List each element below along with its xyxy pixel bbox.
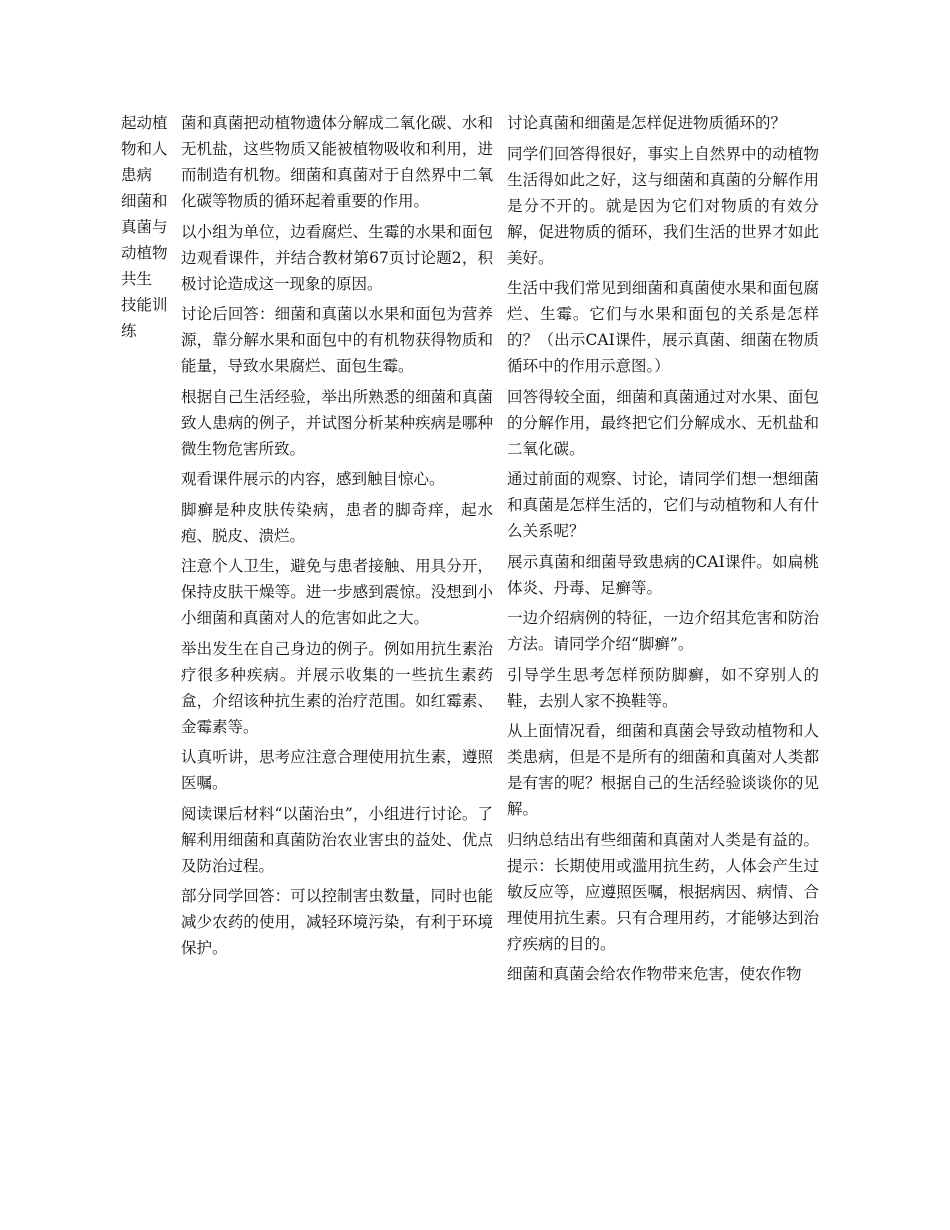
student-activity-column <box>181 110 493 966</box>
teacher-paragraph: 归纳总结出有些细菌和真菌对人类是有益的。提示：长期使用或滥用抗生药，人体会产生过敏反应等，应遵照医嘱，根据病因、病情、合理使用抗生素。只有合理用药，才能够达到治疗疾病的目的。 <box>507 830 819 953</box>
student-paragraph: 部分同学回答：可以控制害虫数量，同时也能减少农药的使用，减轻环境污染，有利于环境保护。 <box>181 887 493 957</box>
student-paragraph: 注意个人卫生，避免与患者接触、用具分开，保持皮肤干燥等。进一步感到震惊。没想到小小细菌和真菌对人的危害如此之大。 <box>181 557 493 627</box>
student-paragraph: 以小组为单位，边看腐烂、生霉的水果和面包边观看课件，并结合教材第67页讨论题2，积极讨论造成这一现象的原因。 <box>181 222 493 293</box>
teacher-paragraph: 同学们回答得很好，事实上自然界中的动植物生活得如此之好，这与细菌和真菌的分解作用是分不开的。就是因为它们对物质的有效分解，促进物质的循环，我们生活的世界才如此美好。 <box>507 144 819 267</box>
stage-line: 患病 <box>121 166 153 184</box>
stage-line: 共生 <box>121 270 153 288</box>
student-paragraph: 观看课件展示的内容，感到触目惊心。 <box>181 470 445 488</box>
teacher-activity-column <box>507 110 819 992</box>
student-paragraph: 脚癣是种皮肤传染病，患者的脚奇痒，起水疱、脱皮、溃烂。 <box>181 500 493 545</box>
stage-line: 物和人 <box>121 140 168 158</box>
stage-line: 起动植 <box>121 114 168 132</box>
teacher-paragraph: 一边介绍病例的特征，一边介绍其危害和防治方法。请同学介绍“脚癣”。 <box>507 609 819 653</box>
stage-line: 细菌和 <box>121 192 168 210</box>
student-paragraph: 认真听讲，思考应注意合理使用抗生素，遵照医嘱。 <box>181 748 493 792</box>
student-paragraph: 讨论后回答：细菌和真菌以水果和面包为营养源，靠分解水果和面包中的有机物获得物质和能量，导致水果腐烂、面包生霉。 <box>181 305 493 375</box>
stage-line: 练 <box>121 322 137 340</box>
student-paragraph: 菌和真菌把动植物遗体分解成二氧化碳、水和无机盐，这些物质又能被植物吸收和利用，进而制造有机物。细菌和真菌对于自然界中二氧化碳等物质的循环起着重要的作用。 <box>181 114 493 210</box>
teacher-paragraph: 讨论真菌和细菌是怎样促进物质循环的？ <box>507 114 787 132</box>
stage-line: 技能训 <box>121 296 168 314</box>
teacher-paragraph: 从上面情况看，细菌和真菌会导致动植物和人类患病，但是不是所有的细菌和真菌对人类都是有害的呢？根据自己的生活经验谈谈你的见解。 <box>507 722 819 818</box>
student-paragraph: 举出发生在自己身边的例子。例如用抗生素治疗很多种疾病。并展示收集的一些抗生素药盒，介绍该种抗生素的治疗范围。如红霉素、金霉素等。 <box>181 639 493 736</box>
teacher-paragraph: 细菌和真菌会给农作物带来危害，使农作物 <box>507 965 802 983</box>
stage-line: 真菌与 <box>121 218 168 236</box>
teacher-paragraph: 展示真菌和细菌导致患病的CAI课件。如扁桃体炎、丹毒、足癣等。 <box>507 552 819 597</box>
teacher-paragraph: 生活中我们常见到细菌和真菌使水果和面包腐烂、生霉。它们与水果和面包的关系是怎样的？（出示CAI课件，展示真菌、细菌在物质循环中的作用示意图。） <box>507 279 819 375</box>
stage-line: 动植物 <box>121 244 168 262</box>
student-paragraph: 阅读课后材料“以菌治虫”，小组进行讨论。了解利用细菌和真菌防治农业害虫的益处、优点及防治过程。 <box>181 804 493 875</box>
teacher-paragraph: 通过前面的观察、讨论，请同学们想一想细菌和真菌是怎样生活的，它们与动植物和人有什么关系呢？ <box>507 470 819 540</box>
student-paragraph: 根据自己生活经验，举出所熟悉的细菌和真菌致人患病的例子，并试图分析某种疾病是哪种微生物危害所致。 <box>181 387 493 458</box>
teacher-paragraph: 引导学生思考怎样预防脚癣，如不穿别人的鞋，去别人家不换鞋等。 <box>507 665 819 710</box>
teacher-paragraph: 回答得较全面，细菌和真菌通过对水果、面包的分解作用，最终把它们分解成水、无机盐和二氧化碳。 <box>507 387 819 458</box>
stage-column <box>121 110 177 344</box>
